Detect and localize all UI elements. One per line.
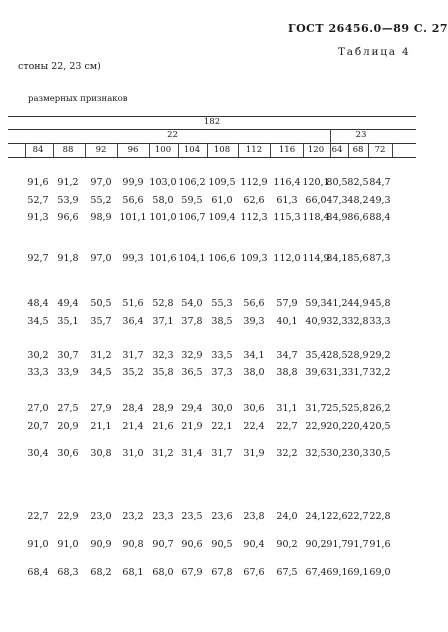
table-cell: 23,8 <box>243 511 265 522</box>
table-cell: 84,9 <box>326 212 348 223</box>
table-cell: 34,1 <box>243 350 265 361</box>
table-cell: 52,7 <box>27 195 49 206</box>
table-cell: 25,8 <box>347 403 369 414</box>
table-cell: 97,0 <box>90 253 112 264</box>
table-cell: 34,5 <box>90 367 112 378</box>
table-cell: 68,0 <box>152 567 174 578</box>
table-cell: 22,1 <box>211 421 233 432</box>
table-cell: 116,4 <box>273 177 301 188</box>
table-cell: 69,0 <box>369 567 391 578</box>
header-rule-bottom <box>8 157 416 158</box>
table-cell: 32,2 <box>369 367 391 378</box>
column-header: 88 <box>62 145 74 155</box>
table-cell: 23,6 <box>211 511 233 522</box>
column-header: 116 <box>278 145 296 155</box>
table-cell: 38,0 <box>243 367 265 378</box>
table-cell: 32,2 <box>276 448 298 459</box>
table-cell: 32,9 <box>181 350 203 361</box>
table-cell: 38,8 <box>276 367 298 378</box>
table-cell: 47,3 <box>326 195 348 206</box>
table-cell: 30,5 <box>369 448 391 459</box>
table-cell: 82,5 <box>347 177 369 188</box>
table-cell: 32,3 <box>326 316 348 327</box>
table-cell: 34,7 <box>276 350 298 361</box>
table-cell: 92,7 <box>27 253 49 264</box>
caption-continuation: стоны 22, 23 см) <box>18 61 101 72</box>
table-cell: 101,1 <box>119 212 147 223</box>
table-cell: 90,4 <box>243 539 265 550</box>
table-cell: 36,4 <box>122 316 144 327</box>
table-cell: 91,6 <box>369 539 391 550</box>
table-cell: 21,1 <box>90 421 112 432</box>
table-cell: 29,4 <box>181 403 203 414</box>
table-cell: 114,9 <box>302 253 330 264</box>
table-cell: 90,9 <box>90 539 112 550</box>
table-cell: 49,4 <box>57 298 79 309</box>
table-cell: 56,6 <box>122 195 144 206</box>
column-divider <box>53 143 54 157</box>
column-divider <box>238 143 239 157</box>
table-cell: 27,9 <box>90 403 112 414</box>
table-cell: 61,3 <box>276 195 298 206</box>
table-cell: 32,3 <box>152 350 174 361</box>
table-cell: 33,3 <box>369 316 391 327</box>
table-cell: 90,2 <box>276 539 298 550</box>
table-cell: 31,7 <box>211 448 233 459</box>
table-cell: 30,3 <box>347 448 369 459</box>
table-cell: 23,2 <box>122 511 144 522</box>
column-header: 120 <box>307 145 325 155</box>
table-cell: 27,5 <box>57 403 79 414</box>
table-cell: 51,6 <box>122 298 144 309</box>
table-cell: 26,2 <box>369 403 391 414</box>
table-cell: 30,0 <box>211 403 233 414</box>
table-cell: 31,7 <box>122 350 144 361</box>
table-cell: 27,0 <box>27 403 49 414</box>
table-cell: 35,2 <box>122 367 144 378</box>
column-header: 72 <box>374 145 386 155</box>
table-cell: 21,4 <box>122 421 144 432</box>
column-divider <box>303 143 304 157</box>
table-cell: 98,9 <box>90 212 112 223</box>
table-cell: 34,5 <box>27 316 49 327</box>
table-cell: 112,0 <box>273 253 301 264</box>
table-cell: 22,7 <box>276 421 298 432</box>
page-header: ГОСТ 26456.0—89 С. 27 <box>288 22 448 35</box>
table-cell: 58,0 <box>152 195 174 206</box>
table-cell: 32,8 <box>347 316 369 327</box>
table-cell: 109,4 <box>208 212 236 223</box>
table-cell: 32,5 <box>305 448 327 459</box>
column-divider <box>85 143 86 157</box>
table-cell: 35,8 <box>152 367 174 378</box>
table-cell: 66,0 <box>305 195 327 206</box>
table-cell: 62,6 <box>243 195 265 206</box>
table-cell: 28,9 <box>347 350 369 361</box>
table-cell: 20,2 <box>326 421 348 432</box>
column-header: 96 <box>127 145 139 155</box>
table-cell: 39,6 <box>305 367 327 378</box>
table-cell: 106,6 <box>208 253 236 264</box>
table-cell: 96,6 <box>57 212 79 223</box>
table-cell: 106,7 <box>178 212 206 223</box>
table-cell: 31,7 <box>347 367 369 378</box>
header-subgroup: 22 <box>167 130 178 140</box>
table-cell: 91,0 <box>57 539 79 550</box>
table-cell: 41,2 <box>326 298 348 309</box>
subgroup-divider <box>330 129 331 143</box>
table-cell: 22,6 <box>326 511 348 522</box>
table-cell: 61,0 <box>211 195 233 206</box>
table-cell: 31,9 <box>243 448 265 459</box>
table-cell: 57,9 <box>276 298 298 309</box>
column-divider <box>368 143 369 157</box>
table-cell: 28,9 <box>152 403 174 414</box>
table-cell: 90,8 <box>122 539 144 550</box>
table-cell: 52,8 <box>152 298 174 309</box>
column-divider <box>117 143 118 157</box>
table-cell: 68,2 <box>90 567 112 578</box>
table-cell: 69,1 <box>326 567 348 578</box>
column-header: 68 <box>352 145 364 155</box>
column-divider <box>25 143 26 157</box>
table-cell: 91,7 <box>326 539 348 550</box>
table-cell: 23,3 <box>152 511 174 522</box>
table-cell: 48,2 <box>347 195 369 206</box>
column-divider <box>178 143 179 157</box>
table-cell: 30,2 <box>326 448 348 459</box>
table-cell: 29,2 <box>369 350 391 361</box>
table-cell: 22,8 <box>369 511 391 522</box>
table-cell: 21,9 <box>181 421 203 432</box>
table-cell: 120,1 <box>302 177 330 188</box>
table-cell: 24,1 <box>305 511 327 522</box>
table-cell: 23,0 <box>90 511 112 522</box>
table-cell: 91,2 <box>57 177 79 188</box>
table-cell: 90,6 <box>181 539 203 550</box>
table-cell: 56,6 <box>243 298 265 309</box>
table-cell: 91,8 <box>57 253 79 264</box>
column-divider <box>149 143 150 157</box>
table-cell: 31,2 <box>90 350 112 361</box>
table-cell: 30,2 <box>27 350 49 361</box>
table-label: Таблица 4 <box>338 46 411 58</box>
table-cell: 54,0 <box>181 298 203 309</box>
table-cell: 104,1 <box>178 253 206 264</box>
table-cell: 67,5 <box>276 567 298 578</box>
table-cell: 68,3 <box>57 567 79 578</box>
table-cell: 39,3 <box>243 316 265 327</box>
table-cell: 30,4 <box>27 448 49 459</box>
table-cell: 101,6 <box>149 253 177 264</box>
header-subgroup: 23 <box>355 130 367 140</box>
table-cell: 37,1 <box>152 316 174 327</box>
table-cell: 30,6 <box>243 403 265 414</box>
table-cell: 91,7 <box>347 539 369 550</box>
table-cell: 22,7 <box>27 511 49 522</box>
column-divider <box>270 143 271 157</box>
table-cell: 84,1 <box>326 253 348 264</box>
table-cell: 84,7 <box>369 177 391 188</box>
table-cell: 85,6 <box>347 253 369 264</box>
table-cell: 69,1 <box>347 567 369 578</box>
table-cell: 31,1 <box>276 403 298 414</box>
table-cell: 20,4 <box>347 421 369 432</box>
table-cell: 31,4 <box>181 448 203 459</box>
table-cell: 91,3 <box>27 212 49 223</box>
column-header: 84 <box>32 145 44 155</box>
table-cell: 99,3 <box>122 253 144 264</box>
table-cell: 45,8 <box>369 298 391 309</box>
table-cell: 28,5 <box>326 350 348 361</box>
table-cell: 22,9 <box>305 421 327 432</box>
table-cell: 31,7 <box>305 403 327 414</box>
column-divider <box>207 143 208 157</box>
table-cell: 91,0 <box>27 539 49 550</box>
table-cell: 37,3 <box>211 367 233 378</box>
column-divider <box>392 143 393 157</box>
table-cell: 103,0 <box>149 177 177 188</box>
table-cell: 40,1 <box>276 316 298 327</box>
table-cell: 106,2 <box>178 177 206 188</box>
table-cell: 49,3 <box>369 195 391 206</box>
table-cell: 53,9 <box>57 195 79 206</box>
table-cell: 30,7 <box>57 350 79 361</box>
table-cell: 91,6 <box>27 177 49 188</box>
table-cell: 33,5 <box>211 350 233 361</box>
table-cell: 50,5 <box>90 298 112 309</box>
table-cell: 68,1 <box>122 567 144 578</box>
table-cell: 88,4 <box>369 212 391 223</box>
table-cell: 22,9 <box>57 511 79 522</box>
table-cell: 44,9 <box>347 298 369 309</box>
table-cell: 38,5 <box>211 316 233 327</box>
table-cell: 35,4 <box>305 350 327 361</box>
table-cell: 118,4 <box>302 212 330 223</box>
column-header: 104 <box>183 145 201 155</box>
table-cell: 30,6 <box>57 448 79 459</box>
table-cell: 40,9 <box>305 316 327 327</box>
table-cell: 67,4 <box>305 567 327 578</box>
table-cell: 90,7 <box>152 539 174 550</box>
table-cell: 55,2 <box>90 195 112 206</box>
table-cell: 37,8 <box>181 316 203 327</box>
table-cell: 59,3 <box>305 298 327 309</box>
table-cell: 28,4 <box>122 403 144 414</box>
table-cell: 25,5 <box>326 403 348 414</box>
table-cell: 31,0 <box>122 448 144 459</box>
table-cell: 87,3 <box>369 253 391 264</box>
table-cell: 20,9 <box>57 421 79 432</box>
table-cell: 35,7 <box>90 316 112 327</box>
table-cell: 109,3 <box>240 253 268 264</box>
table-cell: 36,5 <box>181 367 203 378</box>
table-cell: 112,9 <box>240 177 268 188</box>
table-cell: 23,5 <box>181 511 203 522</box>
table-cell: 115,3 <box>273 212 301 223</box>
table-cell: 90,2 <box>305 539 327 550</box>
table-cell: 30,8 <box>90 448 112 459</box>
table-cell: 55,3 <box>211 298 233 309</box>
table-cell: 99,9 <box>122 177 144 188</box>
column-divider <box>348 143 349 157</box>
table-cell: 59,5 <box>181 195 203 206</box>
table-cell: 20,5 <box>369 421 391 432</box>
table-cell: 97,0 <box>90 177 112 188</box>
table-cell: 101,0 <box>149 212 177 223</box>
table-subtitle: размерных признаков <box>28 94 128 104</box>
table-cell: 86,6 <box>347 212 369 223</box>
header-group-top: 182 <box>203 117 221 127</box>
table-cell: 67,8 <box>211 567 233 578</box>
table-cell: 31,3 <box>326 367 348 378</box>
column-header: 112 <box>245 145 263 155</box>
table-cell: 33,3 <box>27 367 49 378</box>
column-header: 108 <box>213 145 231 155</box>
table-cell: 90,5 <box>211 539 233 550</box>
table-cell: 21,6 <box>152 421 174 432</box>
table-cell: 80,5 <box>326 177 348 188</box>
table-cell: 112,3 <box>240 212 268 223</box>
table-cell: 109,5 <box>208 177 236 188</box>
table-cell: 67,9 <box>181 567 203 578</box>
table-cell: 31,2 <box>152 448 174 459</box>
table-cell: 22,7 <box>347 511 369 522</box>
table-cell: 33,9 <box>57 367 79 378</box>
table-cell: 35,1 <box>57 316 79 327</box>
column-header: 100 <box>154 145 172 155</box>
table-cell: 68,4 <box>27 567 49 578</box>
table-cell: 20,7 <box>27 421 49 432</box>
table-cell: 67,6 <box>243 567 265 578</box>
header-rule-columns <box>8 143 416 144</box>
column-header: 64 <box>331 145 343 155</box>
table-cell: 22,4 <box>243 421 265 432</box>
table-cell: 48,4 <box>27 298 49 309</box>
column-divider <box>330 143 331 157</box>
column-header: 92 <box>95 145 107 155</box>
table-cell: 24,0 <box>276 511 298 522</box>
